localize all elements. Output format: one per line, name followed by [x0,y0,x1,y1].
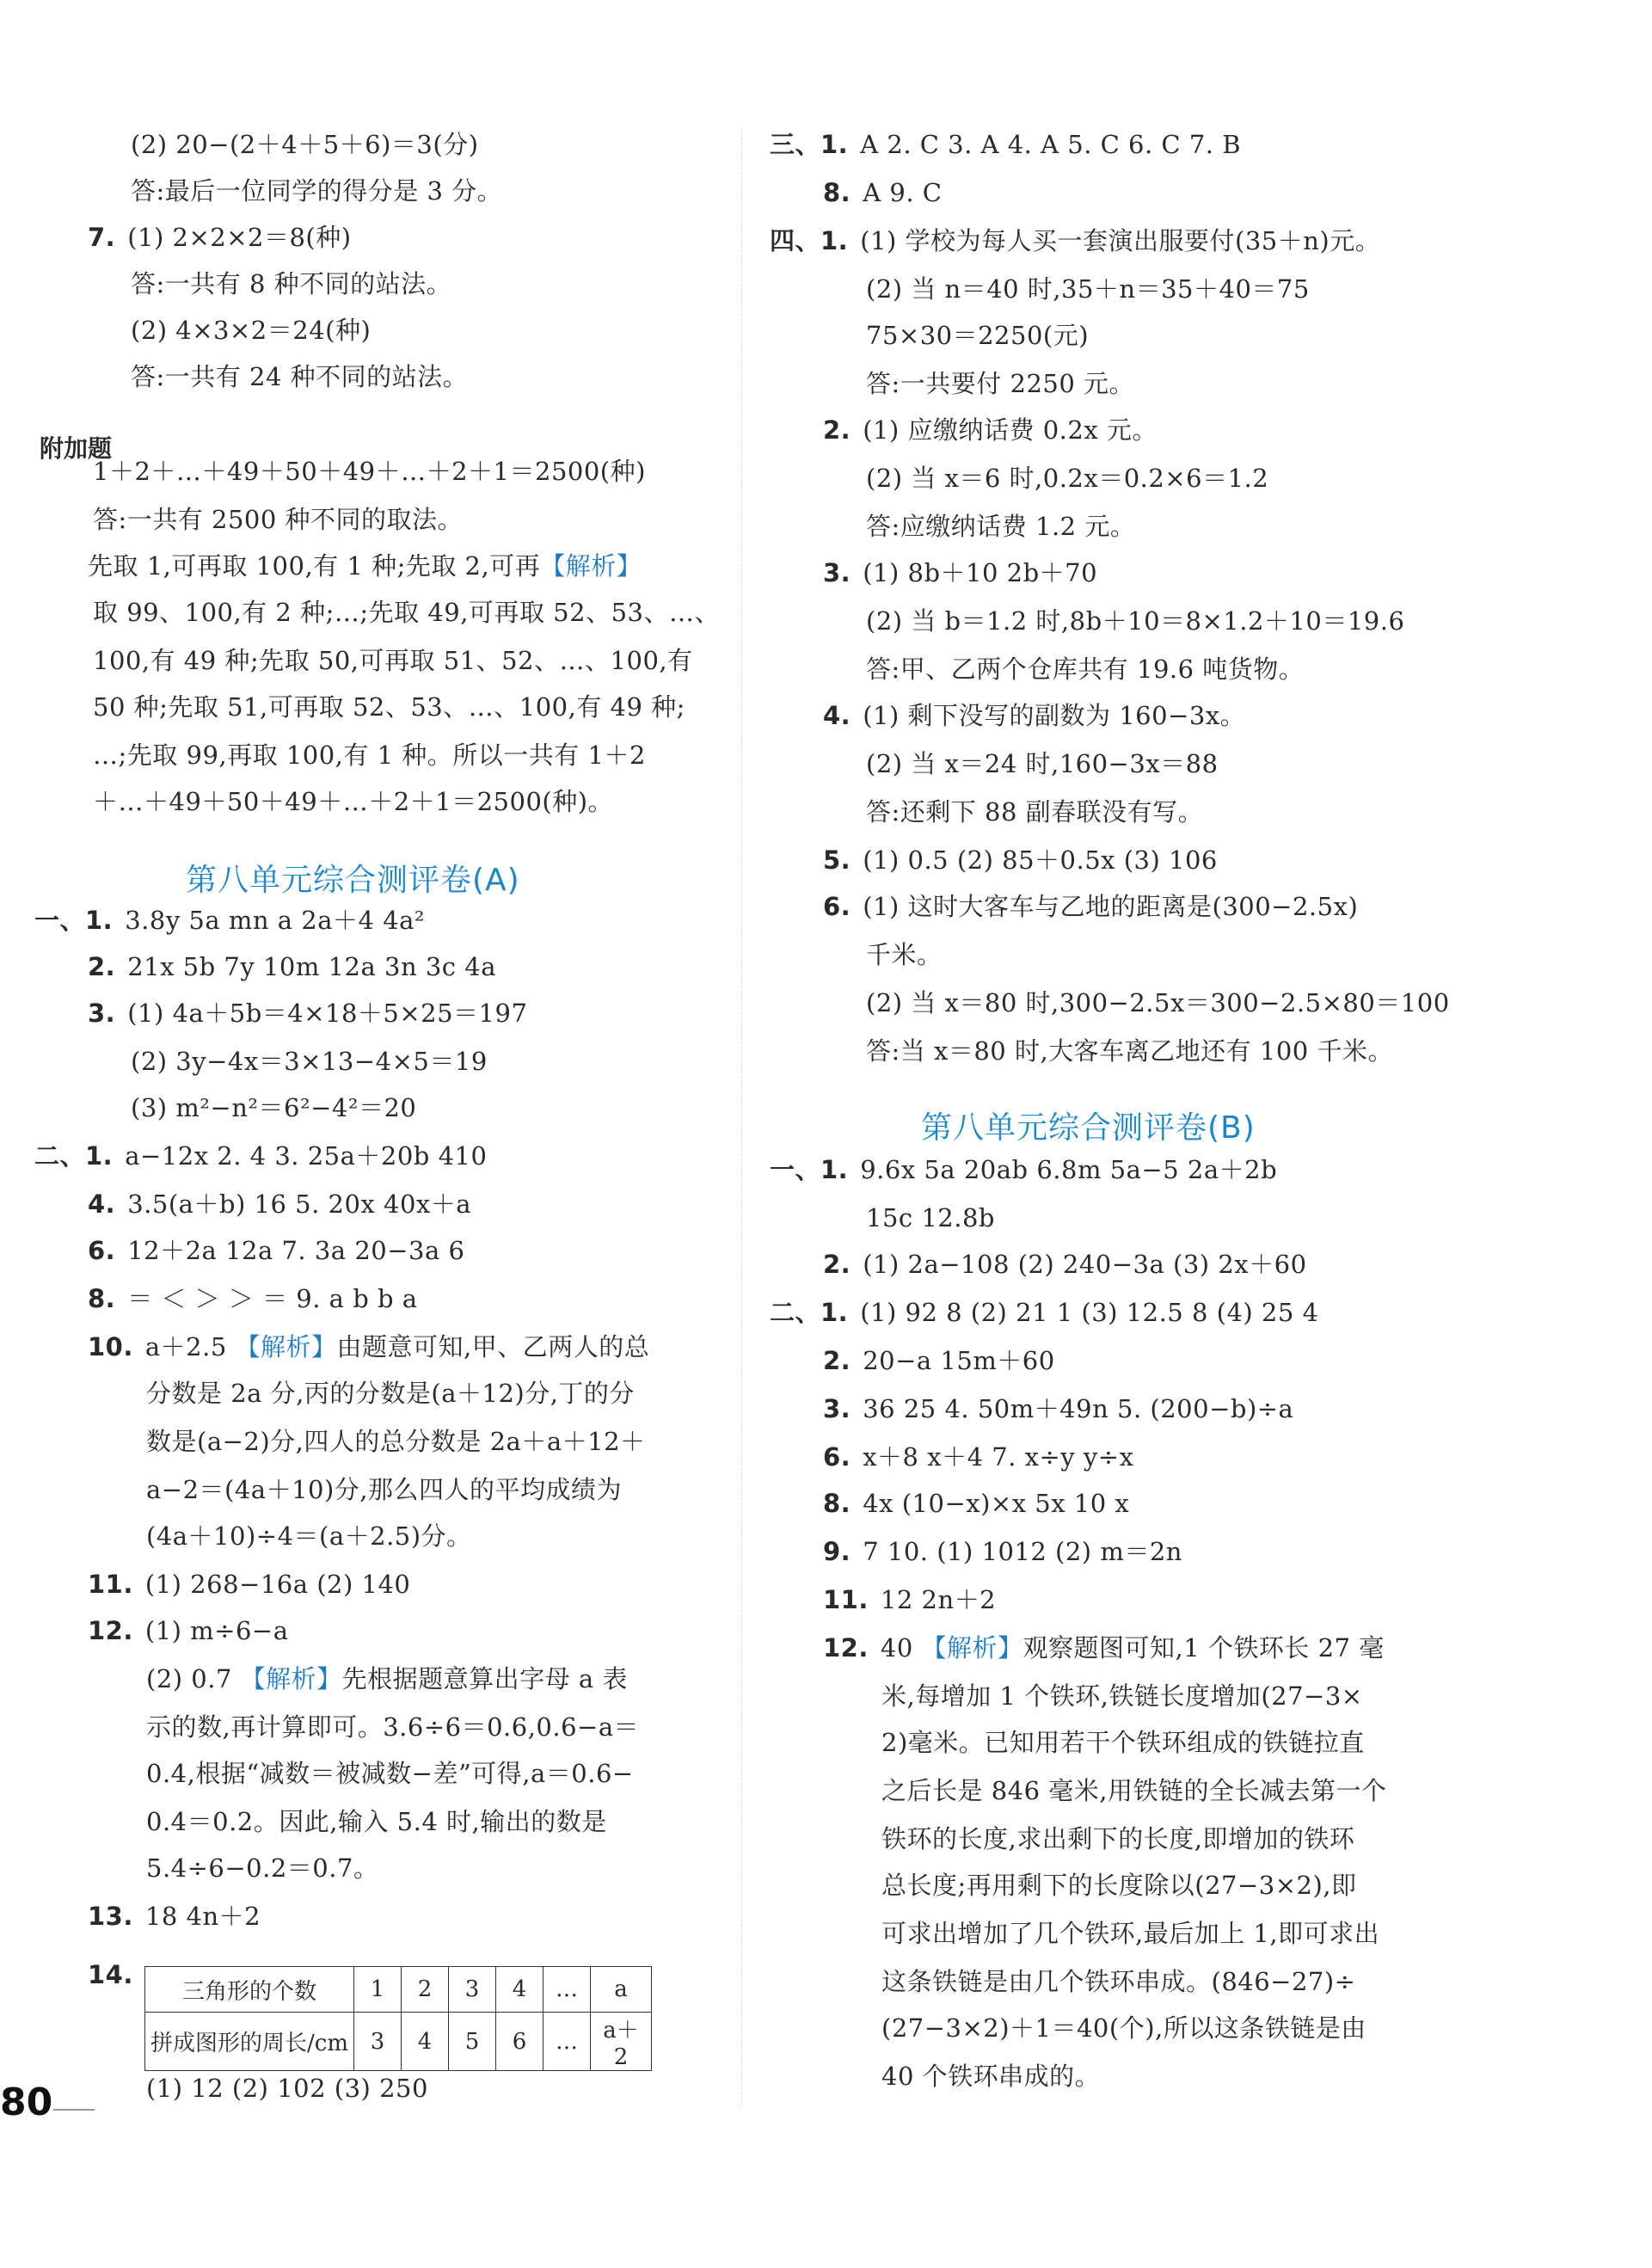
answer-text: (1) 4a＋5b＝4×18＋5×25＝197 [127,999,528,1028]
answer-text: 12 2n＋2 [880,1585,997,1614]
question-number: 8. [823,178,851,207]
answer-text: 先根据题意算出字母 a 表 [341,1664,628,1693]
answer-line [88,1187,471,1221]
answer-line [881,1773,1387,1808]
answer-line [93,454,646,489]
answer-text: 可求出增加了几个铁环,最后加上 1,即可求出 [881,1919,1380,1948]
answer-line [93,738,646,772]
answer-line [131,1044,488,1079]
answer-line [93,502,463,537]
answer-text: 铁环的长度,求出剩下的长度,即增加的铁环 [881,1824,1355,1853]
answer-line [131,1091,416,1125]
answer-line [146,1851,378,1885]
answer-line [881,1822,1354,1856]
answer-text: 1＋2＋…＋49＋50＋49＋…＋2＋1＝2500(种) [93,457,646,486]
answer-line [770,1152,1277,1187]
question-number: 4. [88,1189,116,1219]
answer-text: A 9. C [863,178,943,207]
table-cell: 2 [402,1967,449,2013]
answer-text: 100,有 49 种;先取 50,可再取 51、52、…、100,有 [93,646,693,675]
table-cell: 5 [449,2013,496,2071]
answer-text: (2) 3y−4x＝3×13−4×5＝19 [131,1047,488,1076]
answer-line [823,1583,996,1617]
question-number: 6. [88,1236,116,1265]
answer-line [131,127,479,162]
table-cell: 4 [402,2013,449,2071]
answer-text: 12＋2a 12a 7. 3a 20−3a 6 [127,1236,465,1265]
answer-text: 答:甲、乙两个仓库共有 19.6 吨货物。 [866,655,1305,684]
page-number-rule [53,2109,95,2111]
answer-text: 7 10. (1) 1012 (2) m＝2n [863,1537,1182,1566]
answer-line [881,2059,1100,2093]
answer-line [881,1725,1365,1760]
answer-line [146,1472,622,1507]
answer-line [823,843,1218,877]
answer-text: 答:最后一位同学的得分是 3 分。 [131,176,503,206]
answer-line [146,1424,646,1459]
answer-text: ＋…＋49＋50＋49＋…＋2＋1＝2500(种)。 [93,787,614,816]
answer-line [823,413,1158,447]
table-cell: 3 [354,2013,402,2071]
answer-text: (1) 剩下没写的副数为 160−3x。 [863,701,1246,730]
answer-line [866,272,1310,306]
answer-line [93,690,685,724]
answer-line [88,549,642,583]
table-cell: … [544,2013,591,2071]
question-number: 13. [88,1902,133,1931]
question-number: 一、1. [770,1155,849,1184]
answer-text: ＝ ＜ ＞ ＞ ＝ 9. a b b a [127,1284,418,1313]
answer-line [823,556,1097,590]
answer-line [866,604,1404,638]
answer-line [146,1804,607,1839]
question-number: 7. [88,223,116,252]
answer-text: (2) 当 x＝80 时,300−2.5x＝300−2.5×80＝100 [866,988,1450,1017]
question-number: 3. [823,1394,851,1423]
answer-line [866,747,1219,781]
question-number: 9. [823,1537,851,1566]
analysis-label: 【解析】 [540,551,642,581]
question-number: 11. [88,1570,133,1599]
answer-line [770,224,1380,258]
answer-text: 0.4＝0.2。因此,输入 5.4 时,输出的数是 [146,1807,607,1836]
answer-line [770,127,1241,162]
answer-line [866,318,1089,353]
answer-text: 答:还剩下 88 副春联没有写。 [866,797,1204,827]
answer-text: 75×30＝2250(元) [866,321,1090,350]
answer-text: 示的数,再计算即可。3.6÷6＝0.6,0.6−a＝ [146,1712,640,1742]
column-divider [741,129,742,2107]
answer-line [866,461,1268,495]
answer-line [823,1247,1307,1282]
table-cell: 3 [449,1967,496,2013]
triangle-table [144,1966,652,2071]
question-number: 2. [88,952,116,981]
answer-line [88,996,527,1030]
answer-text: a＋2.5 [144,1332,236,1361]
answer-text: 4x (10−x)×x 5x 10 x [863,1489,1130,1518]
question-number: 8. [88,1284,116,1313]
answer-line [88,1330,649,1364]
answer-text: (1) 这时大客车与乙地的距离是(300−2.5x) [863,892,1359,921]
answer-text: 3.5(a＋b) 16 5. 20x 40x＋a [127,1189,472,1219]
answer-line [770,1295,1319,1330]
question-number: 2. [823,415,851,445]
question-number: 二、1. [34,1141,114,1171]
answer-text: (2) 当 n＝40 时,35＋n＝35＋40＝75 [866,274,1310,304]
table-cell: 1 [354,1967,402,2013]
answer-text: (27−3×2)＋1＝40(个),所以这条铁链是由 [881,2013,1366,2043]
answer-text: 40 个铁环串成的。 [881,2062,1101,2091]
answer-line [146,1756,634,1791]
answer-text: (1) 应缴纳话费 0.2x 元。 [863,415,1158,445]
question-number: 10. [88,1332,133,1361]
table-cell: 三角形的个数 [145,1967,354,2013]
section-title-b: 第八单元综合测评卷(B) [921,1110,1256,1146]
answer-text: 18 4n＋2 [144,1902,261,1931]
answer-line [146,1710,639,1744]
bonus-heading: 附加题 [40,434,113,463]
answer-line [93,784,613,819]
answer-text: 21x 5b 7y 10m 12a 3n 3c 4a [127,952,496,981]
answer-line [88,950,496,984]
question-number: 一、1. [34,906,114,935]
answer-line [881,1868,1357,1902]
answer-text: 答:一共有 2500 种不同的取法。 [93,505,464,534]
answer-line [146,1662,628,1696]
answer-text: (4a＋10)÷4＝(a＋2.5)分。 [146,1521,472,1551]
answer-text: (2) 当 x＝24 时,160−3x＝88 [866,749,1219,778]
question-number: 8. [823,1489,851,1518]
answer-text: (2) 4×3×2＝24(种) [131,316,372,345]
answer-line [88,1613,289,1648]
table-cell: … [544,1967,591,2013]
answer-line [866,986,1450,1020]
answer-text: 数是(a−2)分,四人的总分数是 2a＋a＋12＋ [146,1427,646,1456]
answer-line [866,795,1203,829]
answer-text: (1) 12 (2) 102 (3) 250 [146,2074,428,2103]
question-number: 2. [823,1250,851,1279]
answer-text: 总长度;再用剩下的长度除以(27−3×2),即 [881,1871,1357,1900]
answer-line [34,1139,487,1173]
answer-text: 40 [880,1633,922,1663]
answer-text: 20−a 15m＋60 [863,1346,1055,1375]
answer-text: 2)毫米。已知用若干个铁环组成的铁链拉直 [881,1728,1365,1757]
page-number: 80 [0,2081,53,2124]
question-number: 3. [823,558,851,587]
answer-line [866,366,1134,401]
answer-text: (1) 92 8 (2) 21 1 (3) 12.5 8 (4) 25 4 [860,1298,1319,1327]
answer-text: 取 99、100,有 2 种;…;先取 49,可再取 52、53、…、 [93,598,720,627]
answer-line [88,1233,464,1268]
answer-text: 这条铁链是由几个铁环串成。(846−27)÷ [881,1967,1356,1996]
answer-text: x＋8 x＋4 7. x÷y y÷x [863,1442,1134,1472]
answer-line [866,1034,1393,1068]
question-number: 3. [88,999,116,1028]
analysis-label: 【解析】 [240,1664,342,1693]
answer-text: (2) 当 x＝6 时,0.2x＝0.2×6＝1.2 [866,464,1269,493]
answer-text: (1) 2×2×2＝8(种) [127,223,352,252]
answer-text: 15c 12.8b [866,1203,995,1232]
answer-text: 5.4÷6−0.2＝0.7。 [146,1853,379,1883]
answer-line [823,698,1245,733]
answer-text: 答:当 x＝80 时,大客车离乙地还有 100 千米。 [866,1036,1393,1066]
question-number: 12. [88,1616,133,1645]
answer-line [823,1534,1182,1569]
question-number: 5. [823,845,851,875]
answer-text: 3.8y 5a mn a 2a＋4 4a² [125,906,426,935]
question-number: 11. [823,1585,869,1614]
table-cell: 拼成图形的周长/cm [145,2013,354,2071]
question-number: 6. [823,892,851,921]
answer-text: (1) m÷6−a [144,1616,289,1645]
answer-line [823,889,1358,924]
question-number: 四、1. [770,226,849,255]
answer-line [881,2011,1366,2045]
answer-line [131,267,451,301]
answer-text: 先取 1,可再取 100,有 1 种;先取 2,可再 [88,551,541,581]
answer-line [88,1282,418,1316]
answer-text: 答:一共有 24 种不同的站法。 [131,362,469,391]
answer-line [88,1899,261,1933]
answer-line [93,643,693,678]
table-cell: a [591,1967,652,2013]
answer-text: 由题意可知,甲、乙两人的总 [336,1332,650,1361]
answer-text: 答:一共要付 2250 元。 [866,369,1135,398]
answer-line [866,509,1135,544]
answer-text: a−12x 2. 4 3. 25a＋20b 410 [125,1141,488,1171]
answer-line [866,1201,995,1235]
question-number: 14. [88,1960,133,1989]
answer-text: (1) 8b＋10 2b＋70 [863,558,1098,587]
answer-line [881,1916,1379,1951]
table-row [145,1967,652,2013]
answer-line [146,2071,428,2105]
question-number: 二、1. [770,1298,849,1327]
question-number: 三、1. [770,130,849,159]
answer-text: 米,每增加 1 个铁环,铁链长度增加(27−3× [881,1681,1363,1711]
answer-text: (1) 0.5 (2) 85＋0.5x (3) 106 [863,845,1218,875]
answer-line [146,1519,472,1553]
table-cell: 6 [496,2013,544,2071]
answer-text: (1) 2a−108 (2) 240−3a (3) 2x＋60 [863,1250,1307,1279]
answer-line [866,652,1304,686]
answer-text: (2) 20−(2＋4＋5＋6)＝3(分) [131,130,479,159]
answer-line [823,1631,1385,1665]
answer-text: 千米。 [866,940,943,969]
analysis-label: 【解析】 [235,1332,337,1361]
answer-text: (2) 0.7 [146,1664,241,1693]
answer-line [93,595,720,630]
answer-text: 0.4,根据“减数＝被减数−差”可得,a＝0.6− [146,1759,634,1788]
answer-text: …;先取 99,再取 100,有 1 种。所以一共有 1＋2 [93,741,646,770]
answer-line [131,313,371,347]
answer-line [131,174,502,208]
answer-line [131,360,468,394]
answer-text: 答:一共有 8 种不同的站法。 [131,269,452,298]
answer-text: 分数是 2a 分,丙的分数是(a＋12)分,丁的分 [146,1379,635,1408]
answer-text: 36 25 4. 50m＋49n 5. (200−b)÷a [863,1394,1294,1423]
answer-line [881,1964,1355,1999]
section-title-a: 第八单元综合测评卷(A) [186,863,520,898]
answer-line [881,1679,1363,1713]
question-number: 6. [823,1442,851,1472]
answer-line [823,1440,1133,1474]
table-cell: a＋2 [591,2013,652,2071]
answer-text: 50 种;先取 51,可再取 52、53、…、100,有 49 种; [93,692,685,722]
answer-text: (1) 268−16a (2) 140 [144,1570,411,1599]
answer-line [823,1486,1129,1521]
answer-line [88,1567,410,1601]
table-row [145,2013,652,2071]
table-cell: 4 [496,1967,544,2013]
answer-text: 9.6x 5a 20ab 6.8m 5a−5 2a＋2b [860,1155,1278,1184]
question-number: 4. [823,701,851,730]
answer-line [823,175,942,210]
answer-text: 之后长是 846 毫米,用铁链的全长减去第一个 [881,1776,1387,1805]
answer-text: a−2＝(4a＋10)分,那么四人的平均成绩为 [146,1475,623,1504]
answer-line [823,1392,1293,1426]
answer-line [34,903,425,937]
answer-line [823,1343,1055,1378]
answer-text: (3) m²−n²＝6²−4²＝20 [131,1093,417,1122]
answer-line [88,220,352,255]
answer-text: (2) 当 b＝1.2 时,8b＋10＝8×1.2＋10＝19.6 [866,606,1405,636]
answer-text: 答:应缴纳话费 1.2 元。 [866,512,1136,541]
answer-line [866,937,943,972]
analysis-label: 【解析】 [921,1633,1023,1663]
question-number: 2. [823,1346,851,1375]
answer-text: (1) 学校为每人买一套演出服要付(35＋n)元。 [860,226,1381,255]
answer-line [146,1376,635,1411]
answer-text: A 2. C 3. A 4. A 5. C 6. C 7. B [860,130,1242,159]
question-number: 12. [823,1633,869,1663]
answer-line [88,1958,145,1992]
answer-text: 观察题图可知,1 个铁环长 27 毫 [1023,1633,1385,1663]
